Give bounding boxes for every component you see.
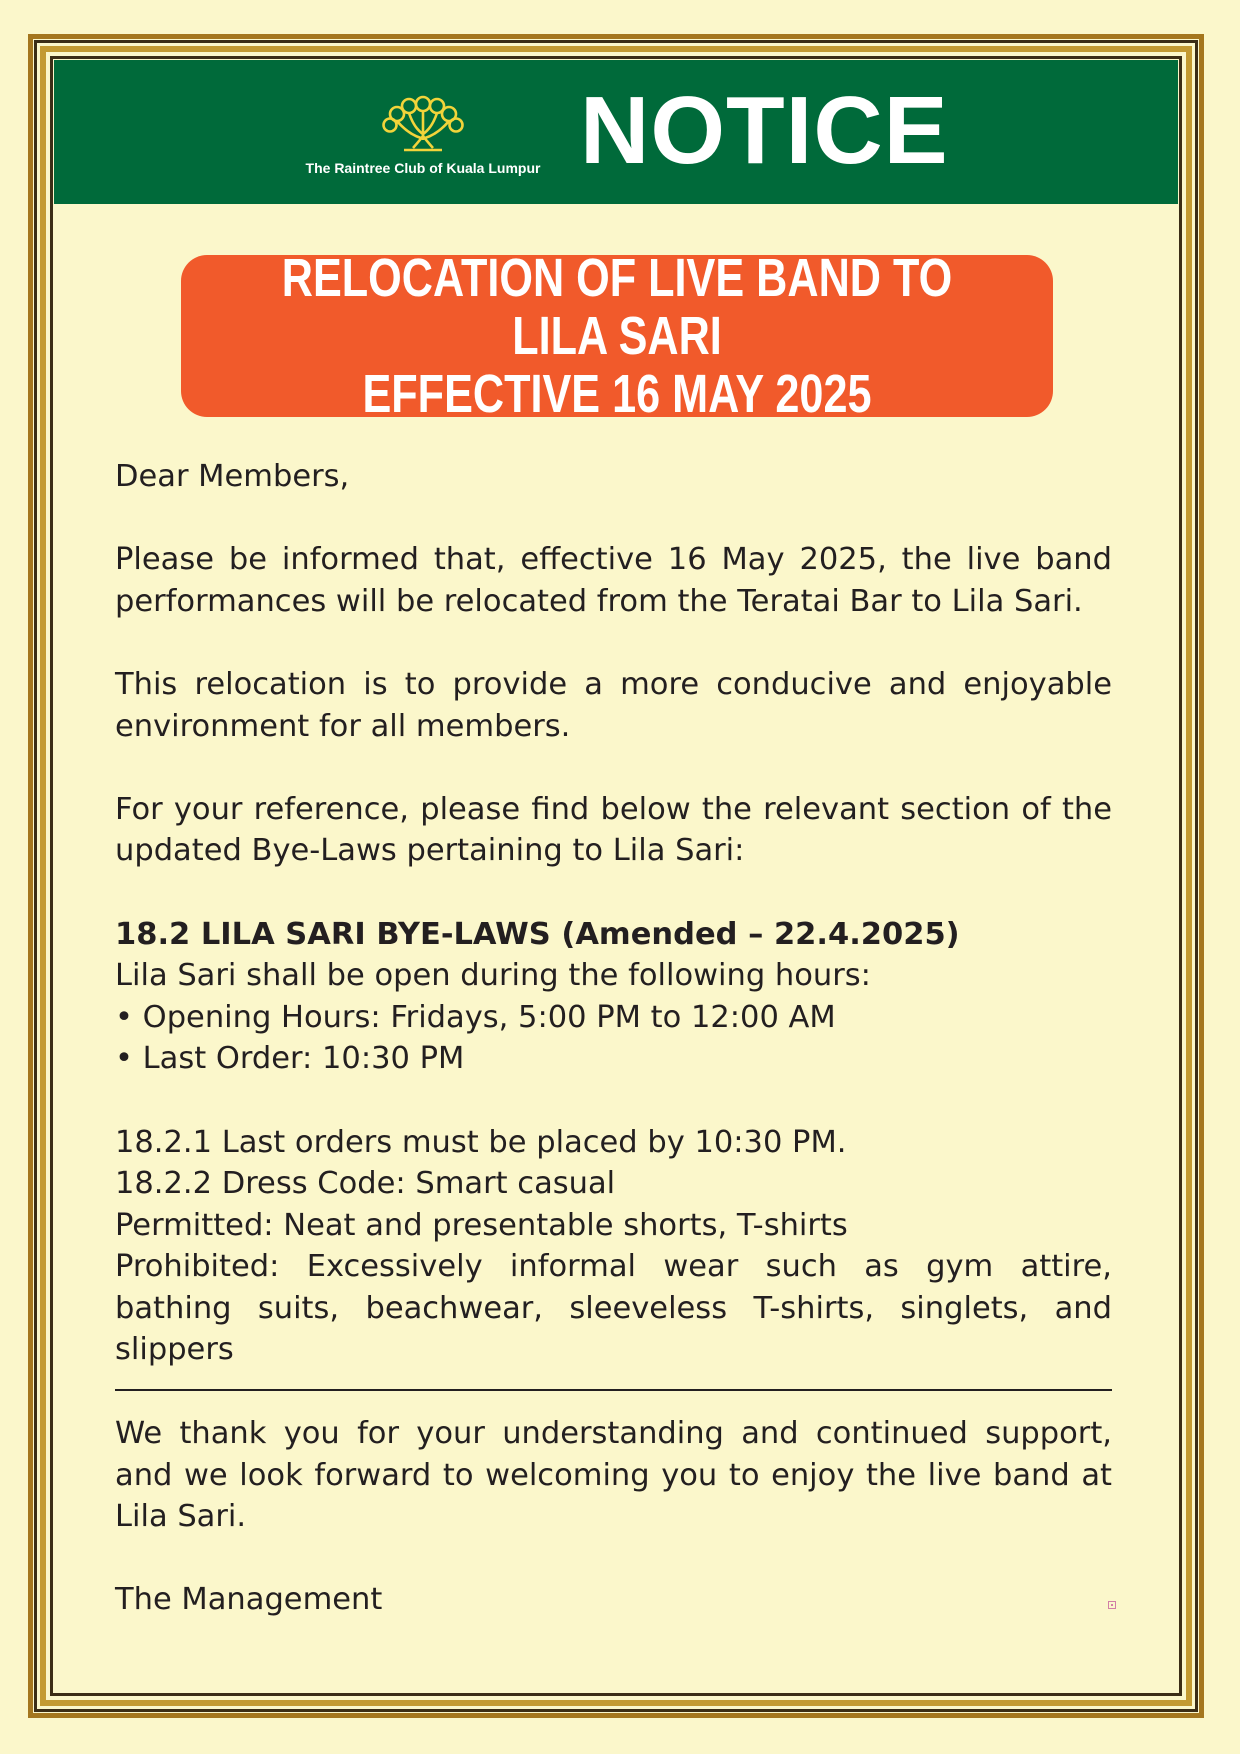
- signoff: The Management: [115, 1582, 383, 1618]
- salutation: Dear Members,: [115, 459, 350, 494]
- section-heading: 18.2 LILA SARI BYE-LAWS (Amended – 22.4.2025): [115, 916, 960, 952]
- bullet-last-order: • Last Order: 10:30 PM: [115, 1041, 465, 1077]
- announcement-banner: [181, 248, 1053, 424]
- rule-dress-code: 18.2.2 Dress Code: Smart casual: [115, 1166, 616, 1202]
- rule-permitted: Permitted: Neat and presentable shorts, T-shirts: [115, 1207, 848, 1243]
- page-title: NOTICE: [580, 77, 949, 184]
- banner-line-2: EFFECTIVE 16 MAY 2025: [362, 364, 872, 424]
- small-square-mark: [1108, 1601, 1116, 1609]
- club-logo: [292, 92, 554, 182]
- divider: [115, 1389, 1112, 1391]
- paragraph-relocation: Please be informed that, effective 16 May 2025, the live band performances will be relocated from the Teratai Bar to Lila Sari.: [115, 542, 1112, 619]
- paragraph-purpose: This relocation is to provide a more conducive and enjoyable environment for all members.: [115, 666, 1112, 744]
- rule-last-orders: 18.2.1 Last orders must be placed by 10:30 PM.: [115, 1124, 847, 1160]
- closing-paragraph: We thank you for your understanding and continued support, and we look forward to welcoming you to enjoy the live band at Lila Sari.: [115, 1416, 1112, 1535]
- club-name: The Raintree Club of Kuala Lumpur: [305, 160, 541, 176]
- section-intro: Lila Sari shall be open during the following hours:: [115, 958, 871, 994]
- banner-line-1: RELOCATION OF LIVE BAND TO LILA SARI: [281, 248, 953, 366]
- raintree-logo-icon: [380, 92, 466, 154]
- notice-body: [115, 456, 1112, 1621]
- bullet-opening-hours: • Opening Hours: Fridays, 5:00 PM to 12:00 AM: [115, 999, 836, 1035]
- paragraph-reference: For your reference, please find below the relevant section of the updated Bye-Laws pertaining to Lila Sari:: [115, 791, 1112, 869]
- rule-prohibited: Prohibited: Excessively informal wear such as gym attire, bathing suits, beachwear, sleeveless T-shirts, singlets, and slippers: [115, 1249, 1112, 1368]
